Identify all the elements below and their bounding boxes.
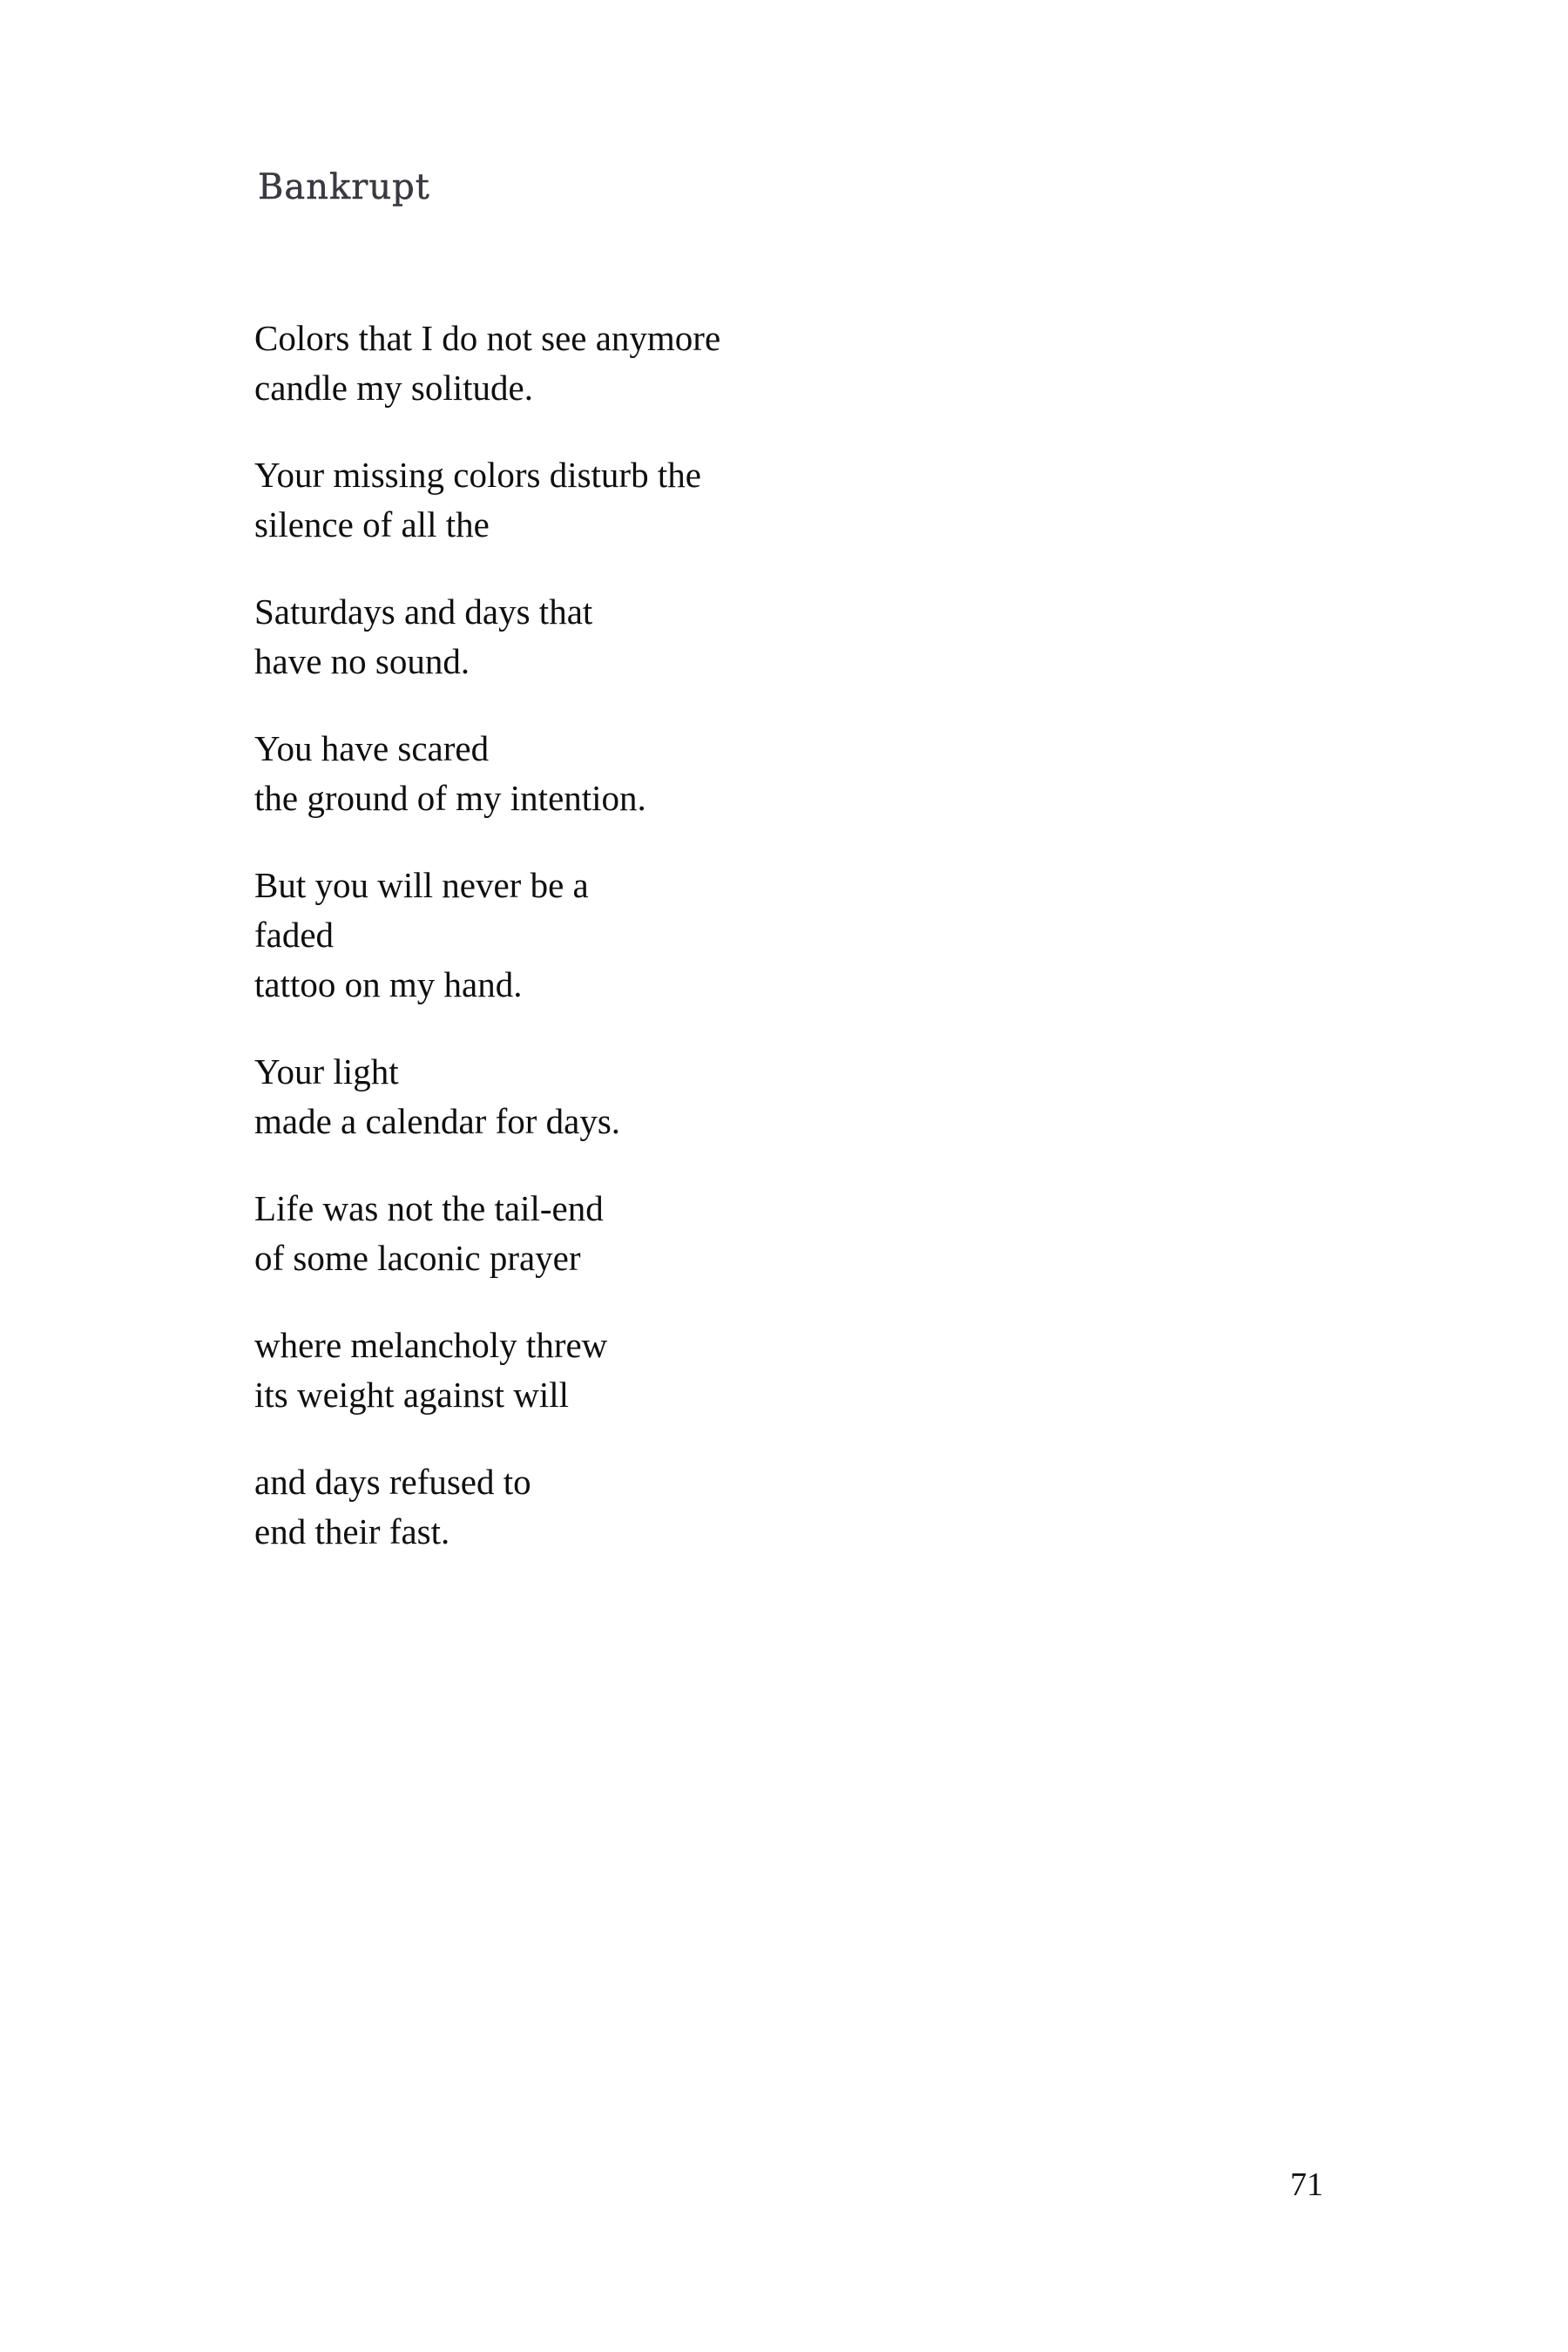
- page-number: 71: [1290, 2166, 1323, 2203]
- page-title: Bankrupt: [258, 166, 430, 207]
- poem-line: faded: [254, 915, 335, 955]
- poem-stanza: [254, 450, 1213, 550]
- poem-line: where melancholy threw: [254, 1325, 608, 1365]
- poem-line: of some laconic prayer: [254, 1238, 581, 1278]
- poem-stanza: [254, 1184, 1213, 1283]
- poem-line: the ground of my intention.: [254, 778, 646, 818]
- poem-stanza: [254, 587, 1213, 686]
- poem-line: Colors that I do not see anymore: [254, 318, 721, 358]
- poem-line: silence of all the: [254, 504, 490, 544]
- poem-stanza: [254, 1457, 1213, 1557]
- poem-stanza: [254, 1321, 1213, 1420]
- poem-line: Life was not the tail-end: [254, 1188, 604, 1228]
- poem-line: end their fast.: [254, 1511, 450, 1551]
- poem-stanza: [254, 724, 1213, 823]
- poem-stanza: [254, 1047, 1213, 1146]
- poem-line: You have scared: [254, 728, 490, 768]
- poem-stanza: [254, 861, 1213, 1010]
- poem-stanza: [254, 314, 1213, 413]
- poem-line: its weight against will: [254, 1375, 569, 1415]
- poem-body: [254, 314, 1213, 1594]
- poem-line: But you will never be a: [254, 865, 589, 905]
- poem-line: candle my solitude.: [254, 368, 533, 408]
- poem-line: and days refused to: [254, 1462, 531, 1502]
- poem-line: tattoo on my hand.: [254, 964, 523, 1004]
- poem-line: made a calendar for days.: [254, 1101, 621, 1141]
- poem-line: Saturdays and days that: [254, 591, 593, 632]
- poem-line: Your light: [254, 1051, 399, 1092]
- poem-line: Your missing colors disturb the: [254, 455, 701, 495]
- poem-line: have no sound.: [254, 641, 470, 681]
